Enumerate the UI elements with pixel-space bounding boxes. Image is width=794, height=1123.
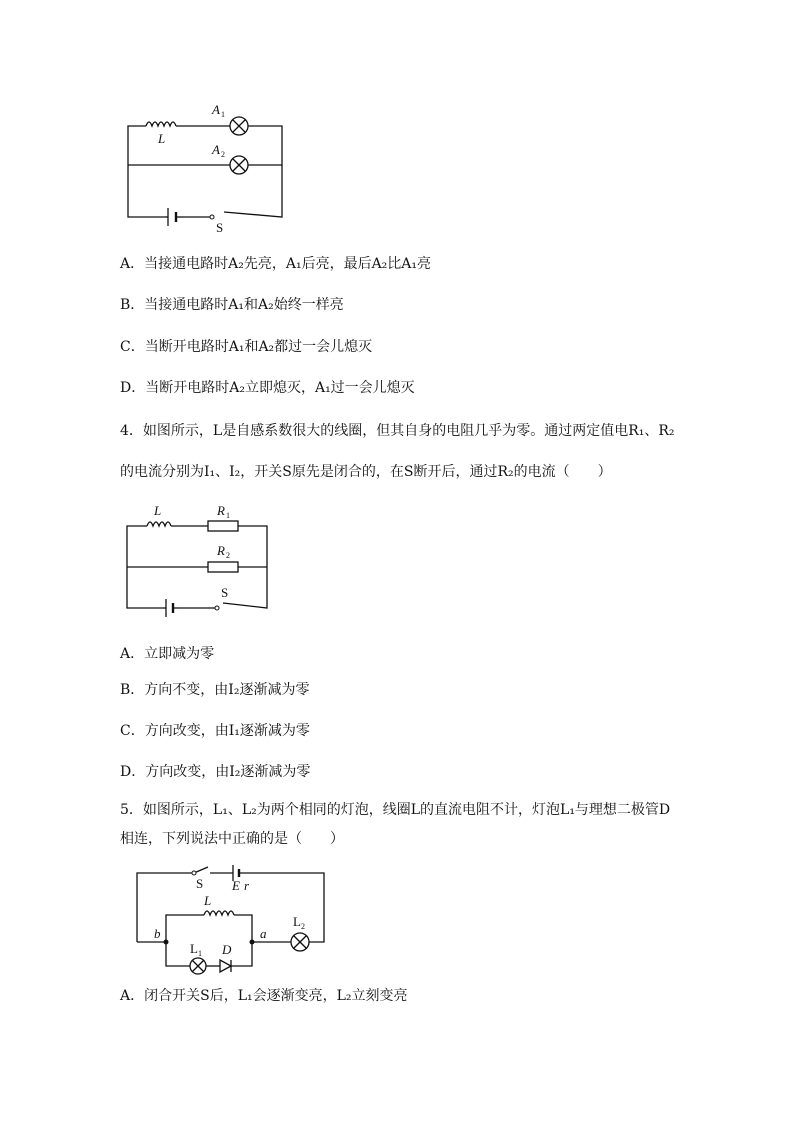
q3-option-d: D．当断开电路时A₂立即熄灭，A₁过一会儿熄灭: [120, 380, 415, 396]
label-node-b: b: [154, 926, 161, 941]
label-resistor-r1-sub: 1: [226, 511, 230, 520]
q3-option-b: B．当接通电路时A₁和A₂始终一样亮: [120, 297, 344, 313]
label-resistor-r2-sub: 2: [226, 551, 230, 560]
label-switch-s: S: [196, 876, 204, 891]
q4-option-a: A．立即减为零: [120, 646, 215, 662]
label-lamp-a2-sub: 2: [221, 150, 225, 159]
q4-option-c: C．方向改变，由I₁逐渐减为零: [120, 723, 310, 739]
q3-option-a: A．当接通电路时A₂先亮，A₁后亮，最后A₂比A₁亮: [120, 256, 432, 272]
label-lamp-l1: L: [190, 941, 198, 956]
q5-option-a: A．闭合开关S后，L₁会逐渐变亮，L₂立刻变亮: [120, 988, 408, 1004]
circuit-figure-3: [120, 860, 340, 980]
q4-stem-line1: 4．如图所示，L是自感系数很大的线圈，但其自身的电阻几乎为零。通过两定值电R₁、R₂: [120, 423, 675, 439]
q5-stem-line1: 5．如图所示，L₁、L₂为两个相同的灯泡，线圈L的直流电阻不计，灯泡L₁与理想二极管D: [120, 802, 671, 818]
q5-stem-line2: 相连，下列说法中正确的是（ ）: [120, 831, 344, 847]
label-lamp-l1-sub: 1: [198, 949, 202, 958]
label-switch-s: S: [221, 585, 229, 600]
label-diode-d: D: [222, 942, 232, 957]
circuit-figure-2: [120, 500, 280, 620]
label-switch-s: S: [216, 220, 224, 235]
label-resistor-r1: R: [217, 503, 225, 518]
label-lamp-a1: A: [212, 102, 220, 117]
label-inductor-l: L: [158, 131, 166, 146]
q4-option-b: B．方向不变，由I₂逐渐减为零: [120, 682, 310, 698]
label-lamp-a1-sub: 1: [221, 110, 225, 119]
q3-option-c: C．当断开电路时A₁和A₂都过一会儿熄灭: [120, 339, 373, 355]
label-emf-e: E: [232, 878, 240, 893]
label-inductor-l: L: [154, 503, 162, 518]
label-lamp-l2: L: [293, 914, 301, 929]
label-node-a: a: [260, 926, 267, 941]
label-lamp-l2-sub: 2: [301, 922, 305, 931]
label-resistor-r2: R: [217, 543, 225, 558]
label-lamp-a2: A: [212, 142, 220, 157]
q4-stem-line2: 的电流分别为I₁、I₂，开关S原先是闭合的，在S断开后，通过R₂的电流（ ）: [120, 464, 612, 480]
label-internal-r: r: [244, 878, 250, 893]
q4-option-d: D．方向改变，由I₂逐渐减为零: [120, 764, 311, 780]
circuit-figure-1: [120, 95, 290, 235]
label-inductor-l: L: [204, 893, 212, 908]
